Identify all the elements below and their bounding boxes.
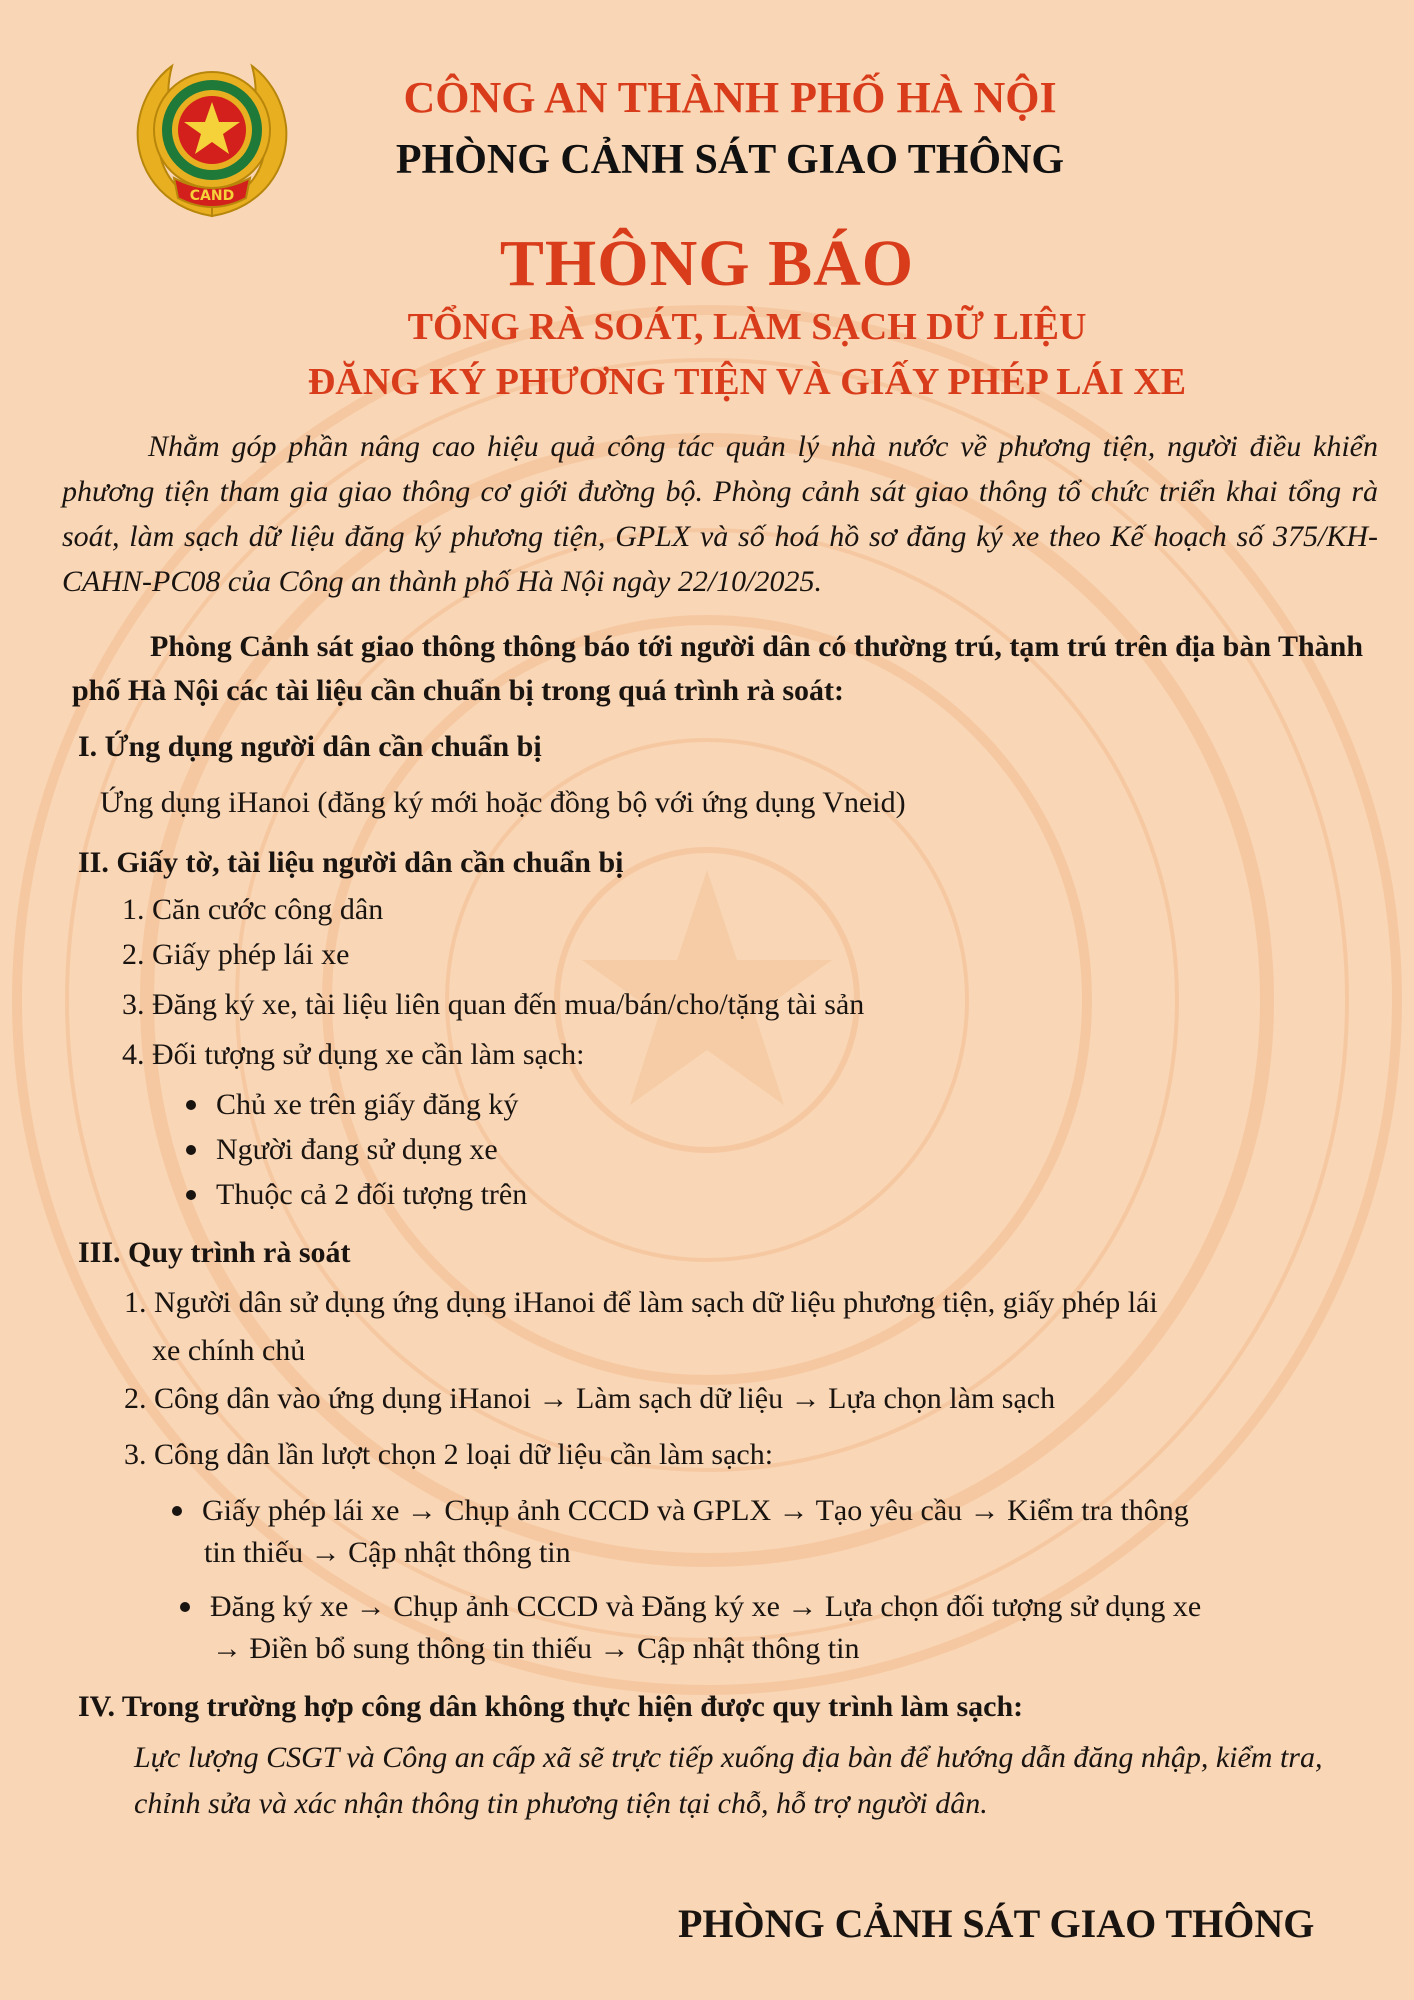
bullet-icon: [186, 1190, 196, 1200]
bullet-item-continued: → Điền bổ sung thông tin thiếu → Cập nhật thông tin: [212, 1632, 860, 1665]
bullet-icon: [172, 1506, 182, 1516]
department-name: PHÒNG CẢNH SÁT GIAO THÔNG: [395, 137, 1065, 183]
bullet-icon: [180, 1602, 190, 1612]
bullet-item-continued: tin thiếu → Cập nhật thông tin: [204, 1536, 571, 1569]
list-item: 2. Giấy phép lái xe: [122, 938, 350, 971]
subtitle-line-2: ĐĂNG KÝ PHƯƠNG TIỆN VÀ GIẤY PHÉP LÁI XE: [307, 361, 1187, 403]
bullet-item: Đăng ký xe → Chụp ảnh CCCD và Đăng ký xe → Lựa chọn đối tượng sử dụng xe: [180, 1590, 1201, 1624]
list-item: 3. Đăng ký xe, tài liệu liên quan đến mua/bán/cho/tặng tài sản: [122, 988, 865, 1021]
bullet-icon: [186, 1145, 196, 1155]
list-item-continued: xe chính chủ: [152, 1334, 306, 1367]
notice-paragraph: Phòng Cảnh sát giao thông thông báo tới người dân có thường trú, tạm trú trên địa bàn Thành phố Hà Nội các tài liệu cần chuẩn bị trong quá trình rà soát:: [72, 630, 1364, 707]
bullet-item: Chủ xe trên giấy đăng ký: [186, 1088, 518, 1122]
list-item: 1. Người dân sử dụng ứng dụng iHanoi để làm sạch dữ liệu phương tiện, giấy phép lái: [124, 1286, 1158, 1319]
bullet-item: Thuộc cả 2 đối tượng trên: [186, 1178, 527, 1212]
list-item: 3. Công dân lần lượt chọn 2 loại dữ liệu cần làm sạch:: [124, 1438, 774, 1471]
agency-name: CÔNG AN THÀNH PHỐ HÀ NỘI: [403, 73, 1057, 122]
section-4-heading: IV. Trong trường hợp công dân không thực hiện được quy trình làm sạch:: [78, 1690, 1024, 1723]
section-2-heading: II. Giấy tờ, tài liệu người dân cần chuẩn bị: [78, 846, 624, 879]
intro-paragraph: Nhằm góp phần nâng cao hiệu quả công tác quản lý nhà nước về phương tiện, người điều khiển phương tiện tham gia giao thông cơ giới đường bộ. Phòng cảnh sát giao thông tổ chức triển khai tổng rà soát, làm sạch dữ liệu đăng ký phương tiện, GPLX và số hoá hồ sơ đăng ký xe theo Kế hoạch số 375/KH-CAHN-PC08 của Công an thành phố Hà Nội ngày 22/10/2025.: [62, 430, 1378, 598]
bullet-icon: [186, 1100, 196, 1110]
list-item: 4. Đối tượng sử dụng xe cần làm sạch:: [122, 1038, 585, 1071]
section-4-text: Lực lượng CSGT và Công an cấp xã sẽ trực tiếp xuống địa bàn để hướng dẫn đăng nhập, kiểm tra, chỉnh sửa và xác nhận thông tin phương tiện tại chỗ, hỗ trợ người dân.: [134, 1741, 1323, 1820]
section-1-heading: I. Ứng dụng người dân cần chuẩn bị: [78, 730, 542, 763]
list-item: 2. Công dân vào ứng dụng iHanoi → Làm sạch dữ liệu → Lựa chọn làm sạch: [124, 1382, 1056, 1415]
bullet-item: Giấy phép lái xe → Chụp ảnh CCCD và GPLX → Tạo yêu cầu → Kiểm tra thông: [172, 1494, 1189, 1528]
section-3-heading: III. Quy trình rà soát: [78, 1236, 351, 1269]
document-title: THÔNG BÁO: [499, 227, 915, 300]
signature: PHÒNG CẢNH SÁT GIAO THÔNG: [678, 1901, 1315, 1946]
section-1-text: Ứng dụng iHanoi (đăng ký mới hoặc đồng bộ với ứng dụng Vneid): [100, 786, 906, 819]
police-emblem-icon: [122, 48, 302, 228]
subtitle-line-1: TỔNG RÀ SOÁT, LÀM SẠCH DỮ LIỆU: [407, 306, 1087, 348]
list-item: 1. Căn cước công dân: [122, 893, 384, 926]
svg-text:CAND: CAND: [189, 188, 235, 204]
bullet-item: Người đang sử dụng xe: [186, 1133, 498, 1167]
